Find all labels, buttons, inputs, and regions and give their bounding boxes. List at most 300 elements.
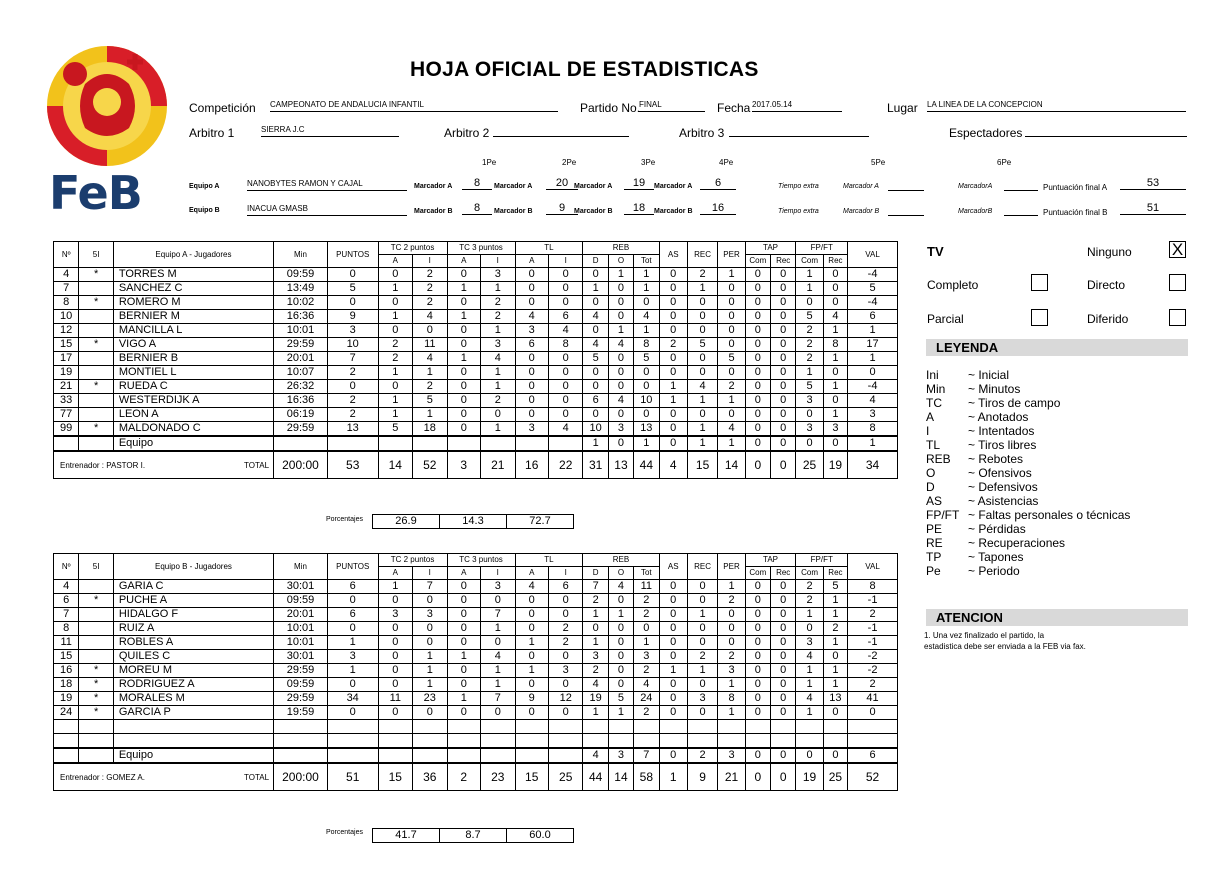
stat-cell: 0 xyxy=(745,436,770,451)
stat-cell: 0 xyxy=(608,408,633,422)
leyenda-value: ~ Ofensivos xyxy=(968,466,1032,480)
stat-cell: 0 xyxy=(548,366,582,380)
stat-cell: 1 xyxy=(796,366,823,380)
score-a-p1[interactable]: 8 xyxy=(462,177,492,190)
stat-cell: 1 xyxy=(796,678,823,692)
scoreboard-team-b-name[interactable]: INACUA GMASB xyxy=(247,203,407,216)
stat-cell: 6 xyxy=(54,594,79,608)
stat-cell: 0 xyxy=(771,296,796,310)
stat-cell: 3 xyxy=(848,408,898,422)
tiempo-extra-b-label: Tiempo extra xyxy=(778,208,819,215)
tv-option-diferido-checkbox[interactable] xyxy=(1169,309,1186,326)
atencion-title: ATENCION xyxy=(926,609,1188,626)
stat-cell: 0 xyxy=(718,608,745,622)
arbitro3-field[interactable] xyxy=(729,124,869,137)
stat-cell: 6 xyxy=(548,310,582,324)
puntuacion-final-a-label: Puntuación final A xyxy=(1043,183,1108,192)
team-b-total-cell: 44 xyxy=(583,763,608,791)
stat-cell: 0 xyxy=(378,650,412,664)
tv-option-ninguno-checkbox[interactable]: X xyxy=(1169,241,1186,258)
stat-cell: 0 xyxy=(659,268,687,282)
stat-cell: 4 xyxy=(515,580,548,594)
stat-cell: 0 xyxy=(745,268,770,282)
tv-option-parcial-checkbox[interactable] xyxy=(1031,309,1048,326)
player-row xyxy=(54,366,898,380)
stat-cell: 4 xyxy=(687,380,717,394)
header-tap: TAP xyxy=(745,554,796,567)
stat-cell: ROMERO M xyxy=(113,296,273,310)
stat-cell: 0 xyxy=(327,268,378,282)
stat-cell: 1 xyxy=(687,436,717,451)
stat-cell: 1 xyxy=(413,366,448,380)
stat-cell xyxy=(79,622,113,636)
team-b-totals-row xyxy=(54,763,898,791)
stat-cell: Equipo xyxy=(113,748,273,763)
stat-cell: 0 xyxy=(687,366,717,380)
stat-cell: 2 xyxy=(718,594,745,608)
team-a-total-label: TOTAL xyxy=(244,461,270,470)
stat-cell xyxy=(378,748,412,763)
puntuacion-final-b[interactable]: 51 xyxy=(1120,202,1186,215)
stat-cell: 1 xyxy=(634,282,659,296)
extra-a-label-2: MarcadorA xyxy=(958,183,993,190)
stat-cell: 1 xyxy=(634,324,659,338)
stat-cell: 0 xyxy=(823,282,847,296)
stat-cell: 1 xyxy=(481,622,516,636)
stat-cell: 1 xyxy=(848,324,898,338)
stat-cell: 7 xyxy=(413,580,448,594)
header-tap-rec: Rec xyxy=(771,255,796,268)
stat-cell: 0 xyxy=(413,622,448,636)
extra-a-label-1: Marcador A xyxy=(843,183,879,190)
score-a-p3[interactable]: 19 xyxy=(624,177,654,190)
stat-cell: 4 xyxy=(548,324,582,338)
team-b-total-cell: 15 xyxy=(378,763,412,791)
stat-cell: 1 xyxy=(718,268,745,282)
stat-cell: 4 xyxy=(634,310,659,324)
marcador-a-label-2: Marcador A xyxy=(494,183,533,190)
stat-cell: 0 xyxy=(515,408,548,422)
stat-cell: 3 xyxy=(413,608,448,622)
stat-cell: 0 xyxy=(634,380,659,394)
player-row xyxy=(54,380,898,394)
header-tl: TL xyxy=(515,242,583,255)
stat-cell: 0 xyxy=(447,296,480,310)
extra-a-field-1[interactable] xyxy=(888,178,924,191)
stat-cell: 1 xyxy=(796,608,823,622)
player-row xyxy=(54,608,898,622)
stat-cell xyxy=(327,436,378,451)
stat-cell: 4 xyxy=(54,580,79,594)
stat-cell: TORRES M xyxy=(113,268,273,282)
stat-cell: 0 xyxy=(548,296,582,310)
team-a-pct-tc3: 14.3 xyxy=(440,515,507,529)
stat-cell: 0 xyxy=(745,296,770,310)
stat-cell: 0 xyxy=(659,706,687,720)
stat-cell: BERNIER B xyxy=(113,352,273,366)
stat-cell: 77 xyxy=(54,408,79,422)
stat-cell: 0 xyxy=(548,706,582,720)
stat-cell xyxy=(745,720,770,734)
stat-cell: 9 xyxy=(327,310,378,324)
team-b-total-cell: 2 xyxy=(447,763,480,791)
header-per: PER xyxy=(718,242,745,268)
player-row xyxy=(54,622,898,636)
stat-cell: 1 xyxy=(823,324,847,338)
stat-cell: 0 xyxy=(823,706,847,720)
stat-cell: 16:36 xyxy=(274,394,328,408)
stat-cell: 0 xyxy=(515,650,548,664)
stat-cell: 1 xyxy=(447,310,480,324)
stat-cell xyxy=(548,748,582,763)
leyenda-value: ~ Rebotes xyxy=(968,452,1024,466)
stat-cell: 34 xyxy=(327,692,378,706)
fecha-label: Fecha xyxy=(717,101,751,115)
stat-cell xyxy=(378,720,412,734)
stat-cell xyxy=(848,720,898,734)
stat-cell: 1 xyxy=(447,282,480,296)
stat-cell xyxy=(515,720,548,734)
header-jugadores: Equipo A - Jugadores xyxy=(113,242,273,268)
tv-option-directo-checkbox[interactable] xyxy=(1169,274,1186,291)
stat-cell xyxy=(378,436,412,451)
stat-cell: 0 xyxy=(771,580,796,594)
stat-cell: 13 xyxy=(823,692,847,706)
header-fpft-com: Com xyxy=(796,255,823,268)
partido-field[interactable]: FINAL xyxy=(639,99,705,112)
stat-cell: 0 xyxy=(687,594,717,608)
stat-cell: 0 xyxy=(745,664,770,678)
team-a-total-cell: 19 xyxy=(823,451,847,479)
player-row xyxy=(54,352,898,366)
extra-a-field-2[interactable] xyxy=(1004,178,1038,191)
leyenda-value: ~ Minutos xyxy=(968,382,1021,396)
stat-cell: 2 xyxy=(583,664,608,678)
stat-cell: 30:01 xyxy=(274,650,328,664)
score-a-p2[interactable]: 20 xyxy=(546,177,578,190)
stat-cell: -1 xyxy=(848,594,898,608)
header-tl-a: A xyxy=(515,567,548,580)
team-a-total-cell: 52 xyxy=(413,451,448,479)
score-b-p4[interactable]: 16 xyxy=(700,202,736,215)
stat-cell: -1 xyxy=(848,622,898,636)
stat-cell: 0 xyxy=(583,408,608,422)
score-b-p2[interactable]: 9 xyxy=(546,202,578,215)
stat-cell: 2 xyxy=(413,296,448,310)
stat-cell: 3 xyxy=(796,394,823,408)
tv-option-ninguno-label: Ninguno xyxy=(1087,245,1132,259)
team-a-total-cell: 14 xyxy=(378,451,412,479)
stat-cell: 1 xyxy=(608,324,633,338)
tv-option-parcial-label: Parcial xyxy=(927,312,964,326)
header-reb-d: D xyxy=(583,255,608,268)
stat-cell: 0 xyxy=(718,366,745,380)
player-row xyxy=(54,282,898,296)
stat-cell: 8 xyxy=(548,338,582,352)
marcador-a-label-4: Marcador A xyxy=(654,183,693,190)
stat-cell: 4 xyxy=(583,678,608,692)
marcador-b-label-4: Marcador B xyxy=(654,208,693,215)
header-tc3: TC 3 puntos xyxy=(447,554,515,567)
stat-cell: WESTERDIJK A xyxy=(113,394,273,408)
leyenda-key: O xyxy=(926,466,936,480)
stat-cell: 1 xyxy=(718,678,745,692)
stat-cell: 1 xyxy=(481,324,516,338)
leyenda-value: ~ Anotados xyxy=(968,410,1029,424)
stat-cell: 1 xyxy=(823,678,847,692)
player-row xyxy=(54,636,898,650)
leyenda-value: ~ Intentados xyxy=(968,424,1035,438)
extra-b-field-2[interactable] xyxy=(1004,203,1038,216)
stat-cell: 0 xyxy=(659,594,687,608)
stat-cell: 19:59 xyxy=(274,706,328,720)
stat-cell: 1 xyxy=(481,678,516,692)
stat-cell: 29:59 xyxy=(274,664,328,678)
team-a-total-cell: 16 xyxy=(515,451,548,479)
stat-cell: 0 xyxy=(515,282,548,296)
stat-cell: 0 xyxy=(583,268,608,282)
stat-cell: 0 xyxy=(378,664,412,678)
stat-cell: MANCILLA L xyxy=(113,324,273,338)
player-row xyxy=(54,692,898,706)
competicion-field[interactable]: CAMPEONATO DE ANDALUCIA INFANTIL xyxy=(270,99,558,112)
stat-cell: QUILES C xyxy=(113,650,273,664)
player-row xyxy=(54,296,898,310)
stat-cell: 1 xyxy=(515,664,548,678)
stat-cell: 1 xyxy=(823,408,847,422)
stat-cell: 1 xyxy=(583,636,608,650)
stat-cell: 41 xyxy=(848,692,898,706)
stat-cell xyxy=(54,436,79,451)
stat-cell: 0 xyxy=(771,408,796,422)
stat-cell: 0 xyxy=(327,706,378,720)
lugar-field[interactable]: LA LINEA DE LA CONCEPCION xyxy=(927,99,1186,112)
stat-cell: 0 xyxy=(634,622,659,636)
player-row xyxy=(54,394,898,408)
scoreboard-team-b-label: Equipo B xyxy=(189,207,220,214)
stat-cell: -1 xyxy=(848,636,898,650)
stat-cell: 11 xyxy=(634,580,659,594)
team-b-total-cell: 19 xyxy=(796,763,823,791)
stat-cell: 1 xyxy=(659,664,687,678)
header-tc3-a: A xyxy=(447,255,480,268)
stat-cell: 0 xyxy=(771,622,796,636)
header-reb: REB xyxy=(583,242,659,255)
stat-cell: MONTIEL L xyxy=(113,366,273,380)
stat-cell: 0 xyxy=(447,394,480,408)
stat-cell: 2 xyxy=(687,748,717,763)
stat-cell: 0 xyxy=(327,594,378,608)
stat-cell xyxy=(274,436,328,451)
stat-cell: 19 xyxy=(54,366,79,380)
stat-cell: 6 xyxy=(583,394,608,408)
stat-cell: 0 xyxy=(548,650,582,664)
leyenda-value: ~ Tiros de campo xyxy=(968,396,1061,410)
stat-cell: 1 xyxy=(823,608,847,622)
stat-cell: 1 xyxy=(447,352,480,366)
player-row xyxy=(54,580,898,594)
stat-cell: 1 xyxy=(634,268,659,282)
stat-cell: 1 xyxy=(378,310,412,324)
arbitro2-field[interactable] xyxy=(493,124,629,137)
team-a-total-cell: 0 xyxy=(771,451,796,479)
team-b-total-label: TOTAL xyxy=(244,773,270,782)
stat-cell xyxy=(54,748,79,763)
stat-cell: 0 xyxy=(796,436,823,451)
marcador-b-label-2: Marcador B xyxy=(494,208,533,215)
stat-cell: 0 xyxy=(548,282,582,296)
stat-cell: 1 xyxy=(413,650,448,664)
stat-cell: 3 xyxy=(481,338,516,352)
stat-cell: 0 xyxy=(745,594,770,608)
stat-cell: 1 xyxy=(659,394,687,408)
header-tap-com: Com xyxy=(745,255,770,268)
header-tc2: TC 2 puntos xyxy=(378,242,447,255)
stat-cell: 2 xyxy=(634,706,659,720)
stat-cell: 1 xyxy=(481,282,516,296)
stat-cell: 0 xyxy=(659,310,687,324)
stat-cell: * xyxy=(79,692,113,706)
header-5i: 5I xyxy=(79,242,113,268)
stat-cell: 2 xyxy=(796,352,823,366)
stat-cell: 8 xyxy=(634,338,659,352)
leyenda-key: D xyxy=(926,480,935,494)
score-a-p4[interactable]: 6 xyxy=(700,177,736,190)
header-jugadores: Equipo B - Jugadores xyxy=(113,554,273,580)
stat-cell: 0 xyxy=(378,636,412,650)
stat-cell: 0 xyxy=(515,394,548,408)
stat-cell xyxy=(823,720,847,734)
stat-cell: 18 xyxy=(413,422,448,437)
stat-cell: 6 xyxy=(548,580,582,594)
stat-cell: 2 xyxy=(796,580,823,594)
header-tl-a: A xyxy=(515,255,548,268)
stat-cell: 0 xyxy=(659,436,687,451)
stat-cell: 0 xyxy=(687,408,717,422)
stat-cell: 30:01 xyxy=(274,580,328,594)
stat-cell: 29:59 xyxy=(274,338,328,352)
team-b-entrenador-cell xyxy=(54,763,274,791)
header-fpft: FP/FT xyxy=(796,554,848,567)
extra-b-field-1[interactable] xyxy=(888,203,924,216)
stat-cell: 0 xyxy=(659,678,687,692)
stat-cell: 4 xyxy=(515,310,548,324)
team-b-total-cell: 200:00 xyxy=(274,763,328,791)
stat-cell: -2 xyxy=(848,664,898,678)
team-b-total-cell: 36 xyxy=(413,763,448,791)
stat-cell xyxy=(583,720,608,734)
stat-cell: 1 xyxy=(583,706,608,720)
team-b-porcentajes xyxy=(372,828,574,843)
stat-cell: 2 xyxy=(659,338,687,352)
stat-cell: 0 xyxy=(634,366,659,380)
stat-cell xyxy=(79,352,113,366)
stat-cell: 1 xyxy=(378,408,412,422)
fecha-field[interactable]: 2017.05.14 xyxy=(752,99,842,112)
stat-cell: 0 xyxy=(447,324,480,338)
stat-cell: 3 xyxy=(796,636,823,650)
stat-cell: 0 xyxy=(718,324,745,338)
stat-cell: 0 xyxy=(481,594,516,608)
stat-cell: 2 xyxy=(378,338,412,352)
stat-cell: 0 xyxy=(687,580,717,594)
header-tc2-a: A xyxy=(378,255,412,268)
stat-cell: GARCIA P xyxy=(113,706,273,720)
stat-cell: 0 xyxy=(548,394,582,408)
stat-cell: 1 xyxy=(823,664,847,678)
espectadores-field[interactable] xyxy=(1025,124,1187,137)
stat-cell: 0 xyxy=(447,338,480,352)
tiempo-extra-a-label: Tiempo extra xyxy=(778,183,819,190)
team-b-stats-table xyxy=(53,553,898,791)
score-b-p3[interactable]: 18 xyxy=(624,202,654,215)
stat-cell: 7 xyxy=(583,580,608,594)
stat-cell xyxy=(634,720,659,734)
stat-cell: 1 xyxy=(823,352,847,366)
stat-cell xyxy=(687,734,717,749)
team-a-total-cell: 4 xyxy=(659,451,687,479)
stat-cell: 19 xyxy=(54,692,79,706)
header-tc2: TC 2 puntos xyxy=(378,554,447,567)
stat-cell: 1 xyxy=(413,678,448,692)
stat-cell: 0 xyxy=(608,380,633,394)
stat-cell: 1 xyxy=(687,608,717,622)
stat-cell xyxy=(608,734,633,749)
stat-cell: 4 xyxy=(481,650,516,664)
puntuacion-final-a[interactable]: 53 xyxy=(1120,177,1186,190)
arbitro1-field[interactable]: SIERRA J.C xyxy=(261,124,399,137)
stat-cell: 8 xyxy=(54,296,79,310)
leyenda-value: ~ Asistencias xyxy=(968,494,1039,508)
stat-cell: 3 xyxy=(548,664,582,678)
stat-cell: 0 xyxy=(687,324,717,338)
team-b-total-cell: 52 xyxy=(848,763,898,791)
stat-cell xyxy=(79,436,113,451)
team-b-total-cell: 58 xyxy=(634,763,659,791)
stat-cell: 0 xyxy=(771,324,796,338)
leyenda-key: Min xyxy=(926,382,946,396)
leyenda-key: A xyxy=(926,410,935,424)
team-a-total-cell: 25 xyxy=(796,451,823,479)
stat-cell: 0 xyxy=(515,678,548,692)
score-b-p1[interactable]: 8 xyxy=(462,202,492,215)
stat-cell: 0 xyxy=(771,748,796,763)
stat-cell: 6 xyxy=(327,580,378,594)
stat-cell: * xyxy=(79,678,113,692)
scoreboard-team-a-name[interactable]: NANOBYTES RAMON Y CAJAL xyxy=(247,178,407,191)
header-tl-i: I xyxy=(548,567,582,580)
stat-cell xyxy=(447,734,480,749)
stat-cell: 5 xyxy=(848,282,898,296)
stat-cell: 0 xyxy=(608,622,633,636)
stat-cell: 1 xyxy=(718,436,745,451)
stat-cell: 2 xyxy=(327,366,378,380)
stat-cell: 0 xyxy=(378,324,412,338)
stat-cell xyxy=(413,748,448,763)
stat-cell: 0 xyxy=(823,268,847,282)
stat-cell: 0 xyxy=(548,268,582,282)
stat-cell xyxy=(823,734,847,749)
stat-cell: 0 xyxy=(823,366,847,380)
team-a-total-cell: 21 xyxy=(481,451,516,479)
team-a-entrenador: Entrenador : PASTOR I. xyxy=(60,460,146,470)
tv-option-completo-checkbox[interactable] xyxy=(1031,274,1048,291)
stat-cell: 0 xyxy=(413,324,448,338)
stat-cell: 0 xyxy=(634,408,659,422)
team-b-total-cell: 14 xyxy=(608,763,633,791)
atencion-line-2: estadistica debe ser enviada a la FEB via fax. xyxy=(924,642,1086,651)
stat-cell: 0 xyxy=(687,310,717,324)
